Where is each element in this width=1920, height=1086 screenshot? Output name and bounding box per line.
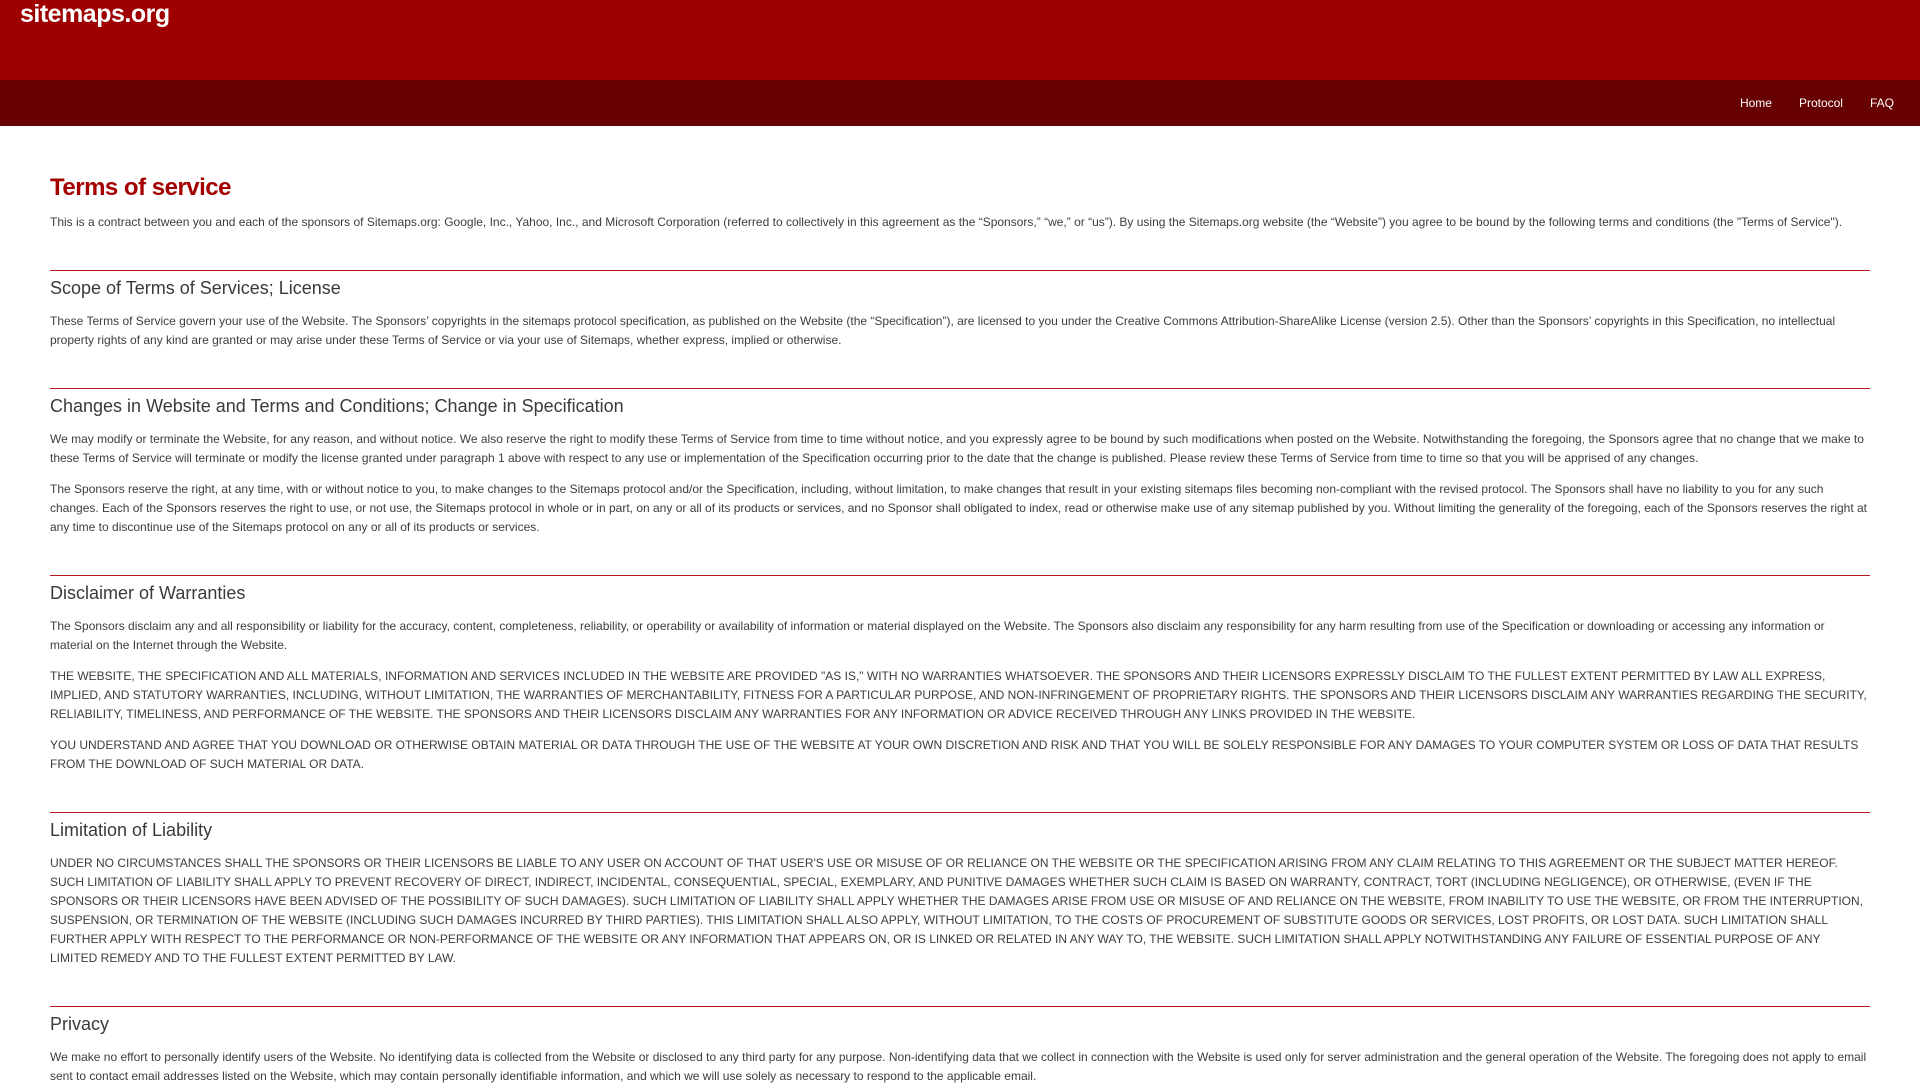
main-nav bbox=[1740, 80, 1894, 126]
site-title-link[interactable]: sitemaps.org bbox=[20, 0, 170, 28]
section-paragraph: THE WEBSITE, THE SPECIFICATION AND ALL MATERIALS, INFORMATION AND SERVICES INCLUDED IN THE WEBSITE ARE PROVIDED "AS IS," WITH NO WARRANTIES WHATSOEVER. THE SPONSORS AND THEIR LICENSORS EXPRESSLY DISCLAIM TO THE FULLEST EXTENT PERMITTED BY LAW ALL EXPRESS, IMPLIED, AND STATUTORY WARRANTIES, INCLUDING, WITHOUT LIMITATION, THE WARRANTIES OF MERCHANTABILITY, FITNESS FOR A PARTICULAR PURPOSE, AND NON-INFRINGEMENT OF PROPRIETARY RIGHTS. THE SPONSORS AND THEIR LICENSORS DISCLAIM ANY WARRANTIES REGARDING THE SECURITY, RELIABILITY, TIMELINESS, AND PERFORMANCE OF THE WEBSITE. THE SPONSORS AND THEIR LICENSORS DISCLAIM ANY WARRANTIES FOR ANY INFORMATION OR ADVICE RECEIVED THROUGH ANY LINKS PROVIDED IN THE WEBSITE. bbox=[50, 669, 1867, 721]
section-paragraph: We make no effort to personally identify users of the Website. No identifying data is collected from the Website or disclosed to any third party for any purpose. Non-identifying data that we collect in connection with the Website is used only for server administration and the general operation of the Website. The foregoing does not apply to email sent to contact email addresses listed on the Website, which may contain personally identifiable information, and which we will use solely as necessary to respond to the applicable email. bbox=[50, 1050, 1867, 1083]
section-paragraph: The Sponsors disclaim any and all responsibility or liability for the accuracy, content, completeness, reliability, or operability or availability of information or material displayed on the Website. The Sponsors also disclaim any responsibility for any harm resulting from use of the Specification or downloading or accessing any information or material on the Internet through the Website. bbox=[50, 619, 1825, 652]
section-title: Disclaimer of Warranties bbox=[50, 583, 246, 603]
section-title: Limitation of Liability bbox=[50, 820, 213, 840]
section-privacy bbox=[50, 1006, 1870, 1086]
section-paragraph: YOU UNDERSTAND AND AGREE THAT YOU DOWNLOAD OR OTHERWISE OBTAIN MATERIAL OR DATA THROUGH THE USE OF THE WEBSITE AT YOUR OWN DISCRETION AND RISK AND THAT YOU WILL BE SOLELY RESPONSIBLE FOR ANY DAMAGES TO YOUR COMPUTER SYSTEM OR LOSS OF DATA THAT RESULTS FROM THE DOWNLOAD OF SUCH MATERIAL OR DATA. bbox=[50, 738, 1859, 771]
page-title: Terms of service bbox=[50, 174, 231, 201]
section-title: Privacy bbox=[50, 1014, 110, 1034]
section-title: Changes in Website and Terms and Conditions; Change in Specification bbox=[50, 396, 624, 416]
nav-link-protocol[interactable]: Protocol bbox=[1798, 96, 1843, 110]
nav-link-faq[interactable]: FAQ bbox=[1869, 96, 1894, 110]
section-scope bbox=[50, 270, 1870, 350]
section-title: Scope of Terms of Services; License bbox=[50, 278, 341, 298]
section-paragraph: UNDER NO CIRCUMSTANCES SHALL THE SPONSORS OR THEIR LICENSORS BE LIABLE TO ANY USER ON ACCOUNT OF THAT USER'S USE OR MISUSE OF OR RELIANCE ON THE WEBSITE OR THE SPECIFICATION ARISING FROM ANY CLAIM RELATING TO THIS AGREEMENT OR THE SUBJECT MATTER HEREOF. SUCH LIMITATION OF LIABILITY SHALL APPLY TO PREVENT RECOVERY OF DIRECT, INDIRECT, INCIDENTAL, CONSEQUENTIAL, SPECIAL, EXEMPLARY, AND PUNITIVE DAMAGES WHETHER SUCH CLAIM IS BASED ON WARRANTY, CONTRACT, TORT (INCLUDING NEGLIGENCE), OR OTHERWISE, (EVEN IF THE SPONSORS OR THEIR LICENSORS HAVE BEEN ADVISED OF THE POSSIBILITY OF SUCH DAMAGES). SUCH LIMITATION OF LIABILITY SHALL APPLY WHETHER THE DAMAGES ARISE FROM USE OR MISUSE OF AND RELIANCE ON THE WEBSITE, FROM INABILITY TO USE THE WEBSITE, OR FROM THE INTERRUPTION, SUSPENSION, OR TERMINATION OF THE WEBSITE (INCLUDING SUCH DAMAGES INCURRED BY THIRD PARTIES). THIS LIMITATION SHALL ALSO APPLY, WITHOUT LIMITATION, TO THE COSTS OF PROCUREMENT OF SUBSTITUTE GOODS OR SERVICES, LOST PROFITS, OR LOST DATA. SUCH LIMITATION SHALL FURTHER APPLY WITH RESPECT TO THE PERFORMANCE OR NON-PERFORMANCE OF THE WEBSITE OR ANY INFORMATION THAT APPEARS ON, OR IS LINKED OR RELATED IN ANY WAY TO, THE WEBSITE. SUCH LIMITATION SHALL APPLY NOTWITHSTANDING ANY FAILURE OF ESSENTIAL PURPOSE OF ANY LIMITED REMEDY AND TO THE FULLEST EXTENT PERMITTED BY LAW. bbox=[50, 856, 1864, 965]
section-paragraph: These Terms of Service govern your use of the Website. The Sponsors’ copyrights in the sitemaps protocol specification, as published on the Website (the “Specification”), are licensed to you under the Creative Commons Attribution-ShareAlike License (version 2.5). Other than the Sponsors’ copyrights in this Specification, no intellectual property rights of any kind are granted or may arise under these Terms of Service or via your use of Sitemaps, whether express, implied or otherwise. bbox=[50, 314, 1836, 347]
site-header bbox=[0, 0, 1920, 80]
section-liability bbox=[50, 812, 1870, 968]
section-paragraph: We may modify or terminate the Website, for any reason, and without notice. We also reserve the right to modify these Terms of Service from time to time without notice, and you expressly agree to be bound by such modifications when posted on the Website. Notwithstanding the foregoing, the Sponsors agree that no change that we make to these Terms of Service will terminate or modify the license granted under paragraph 1 above with respect to any use or implementation of the Specification occurring prior to the date that the change is published. Please review these Terms of Service from time to time so that you will be apprised of any changes. bbox=[50, 432, 1864, 465]
nav-link-home[interactable]: Home bbox=[1739, 96, 1772, 110]
nav-bar bbox=[0, 80, 1920, 126]
section-changes bbox=[50, 388, 1870, 537]
section-paragraph: The Sponsors reserve the right, at any time, with or without notice to you, to make changes to the Sitemaps protocol and/or the Specification, including, without limitation, to make changes that result in your existing sitemaps files becoming non-compliant with the revised protocol. The Sponsors shall have no liability to you for any such changes. Each of the Sponsors reserves the right to use, or not use, the Sitemaps protocol in whole or in part, on any or all of its products or services, and no Sponsor shall obligated to index, read or otherwise make use of any sitemap published by you. Without limiting the generality of the foregoing, each of the Sponsors reserves the right at any time to discontinue use of the Sitemaps protocol on any or all of its products or services. bbox=[50, 482, 1868, 534]
main-content bbox=[50, 170, 1870, 1086]
section-disclaimer bbox=[50, 575, 1870, 774]
intro-paragraph: This is a contract between you and each of the sponsors of Sitemaps.org: Google, Inc., Yahoo, Inc., and Microsoft Corporation (referred to collectively in this agreement as the “Sponsors,” “we,” or “us”). By using the Sitemaps.org website (the “Website”) you agree to be bound by the following terms and conditions (the "Terms of Service"). bbox=[50, 215, 1843, 229]
